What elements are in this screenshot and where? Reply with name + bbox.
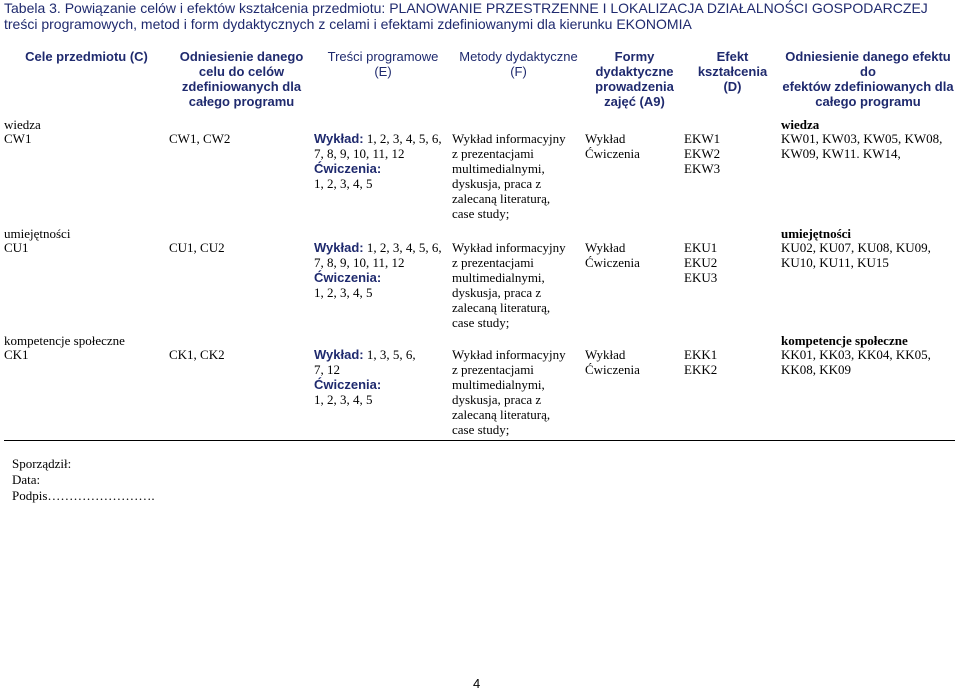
section-label-right: wiedza	[781, 117, 820, 132]
table-row	[4, 240, 955, 334]
section-label: wiedza	[4, 117, 41, 132]
effects-cell: EKW1 EKW2 EKW3	[684, 131, 721, 176]
content-lecture-1: 1, 2, 3, 4, 5, 6,	[363, 131, 442, 146]
content-lecture-1: 1, 3, 5, 6,	[363, 347, 416, 362]
effects-cell: EKU1 EKU2 EKU3	[684, 240, 718, 285]
date-label: Data:	[12, 472, 41, 487]
section-row-skills	[4, 227, 955, 240]
content-cell: Wykład: 1, 3, 5, 6, 7, 12 Ćwiczenia: 1, 2, 3, 4, 5	[314, 347, 452, 441]
prepared-by-label: Sporządził:	[12, 456, 72, 471]
table-header-row	[4, 49, 955, 118]
header-effect-reference: Odniesienie danego efektu do efektów zdefiniowanych dla całego programu	[782, 49, 954, 109]
section-label: umiejętności	[4, 226, 71, 241]
goal-ref-cell: CU1, CU2	[169, 240, 225, 255]
effects-cell: EKK1 EKK2	[684, 347, 781, 441]
section-label-right: umiejętności	[781, 226, 852, 241]
section-row-knowledge	[4, 118, 955, 131]
effects-ref-cell: KU02, KU07, KU08, KU09, KU10, KU11, KU15	[781, 240, 931, 270]
goal-ref-cell: CK1, CK2	[169, 347, 314, 441]
section-row-social-competences	[4, 334, 955, 347]
goal-cell: CU1	[4, 240, 29, 255]
methods-cell: Wykład informacyjny z prezentacjami multimedialnymi, dyskusja, praca z zalecaną literaturą, case study;	[452, 131, 566, 221]
forms-cell: Wykład Ćwiczenia	[585, 347, 684, 441]
header-goals: Cele przedmiotu (C)	[25, 49, 148, 64]
effects-ref-cell: KK01, KK03, KK04, KK05, KK08, KK09	[781, 347, 955, 441]
methods-cell: Wykład informacyjny z prezentacjami multimedialnymi, dyskusja, praca z zalecaną literaturą, case study;	[452, 240, 566, 330]
caption-line-2: treści programowych, metod i form dydaktycznych z celami i efektami zdefiniowanymi dla kierunku EKONOMIA	[4, 15, 692, 32]
table-row	[4, 131, 955, 227]
header-learning-effect: Efekt kształcenia (D)	[697, 49, 768, 94]
page-number: 4	[473, 676, 481, 691]
forms-cell: Wykład Ćwiczenia	[585, 131, 640, 161]
content-cell: Wykład: 1, 2, 3, 4, 5, 6, 7, 8, 9, 10, 11, 12 Ćwiczenia: 1, 2, 3, 4, 5	[314, 131, 442, 191]
goals-effects-table	[4, 49, 955, 441]
forms-cell: Wykład Ćwiczenia	[585, 240, 640, 270]
header-teaching-methods: Metody dydaktyczne (F)	[459, 49, 578, 79]
section-label: kompetencje społeczne	[4, 333, 125, 348]
goal-cell: CW1	[4, 131, 32, 146]
table-caption	[4, 1, 954, 32]
effects-ref-cell: KW01, KW03, KW05, KW08, KW09, KW11. KW14,	[781, 131, 943, 161]
section-label-right: kompetencje społeczne	[781, 333, 908, 348]
header-goal-reference: Odniesienie danego celu do celów zdefiniowanych dla całego programu	[179, 49, 304, 109]
goal-ref-cell: CW1, CW2	[169, 131, 231, 146]
goal-cell: CK1	[4, 347, 169, 441]
table-row	[4, 347, 955, 441]
signature-line: Podpis…………………….	[12, 488, 155, 503]
header-teaching-forms: Formy dydaktyczne prowadzenia zajęć (A9)	[595, 49, 674, 109]
methods-cell: Wykład informacyjny z prezentacjami multimedialnymi, dyskusja, praca z zalecaną literaturą, case study;	[452, 347, 585, 441]
header-program-content: Treści programowe (E)	[327, 49, 439, 79]
content-cell: Wykład: 1, 2, 3, 4, 5, 6, 7, 8, 9, 10, 11, 12 Ćwiczenia: 1, 2, 3, 4, 5	[314, 240, 442, 300]
signature-block	[12, 456, 155, 504]
content-lecture-1: 1, 2, 3, 4, 5, 6,	[363, 240, 442, 255]
caption-line-1: Tabela 3. Powiązanie celów i efektów kształcenia przedmiotu: PLANOWANIE PRZESTRZENNE I LOKALIZACJA DZIAŁALNOŚCI GOSPODARCZEJ	[4, 0, 928, 16]
